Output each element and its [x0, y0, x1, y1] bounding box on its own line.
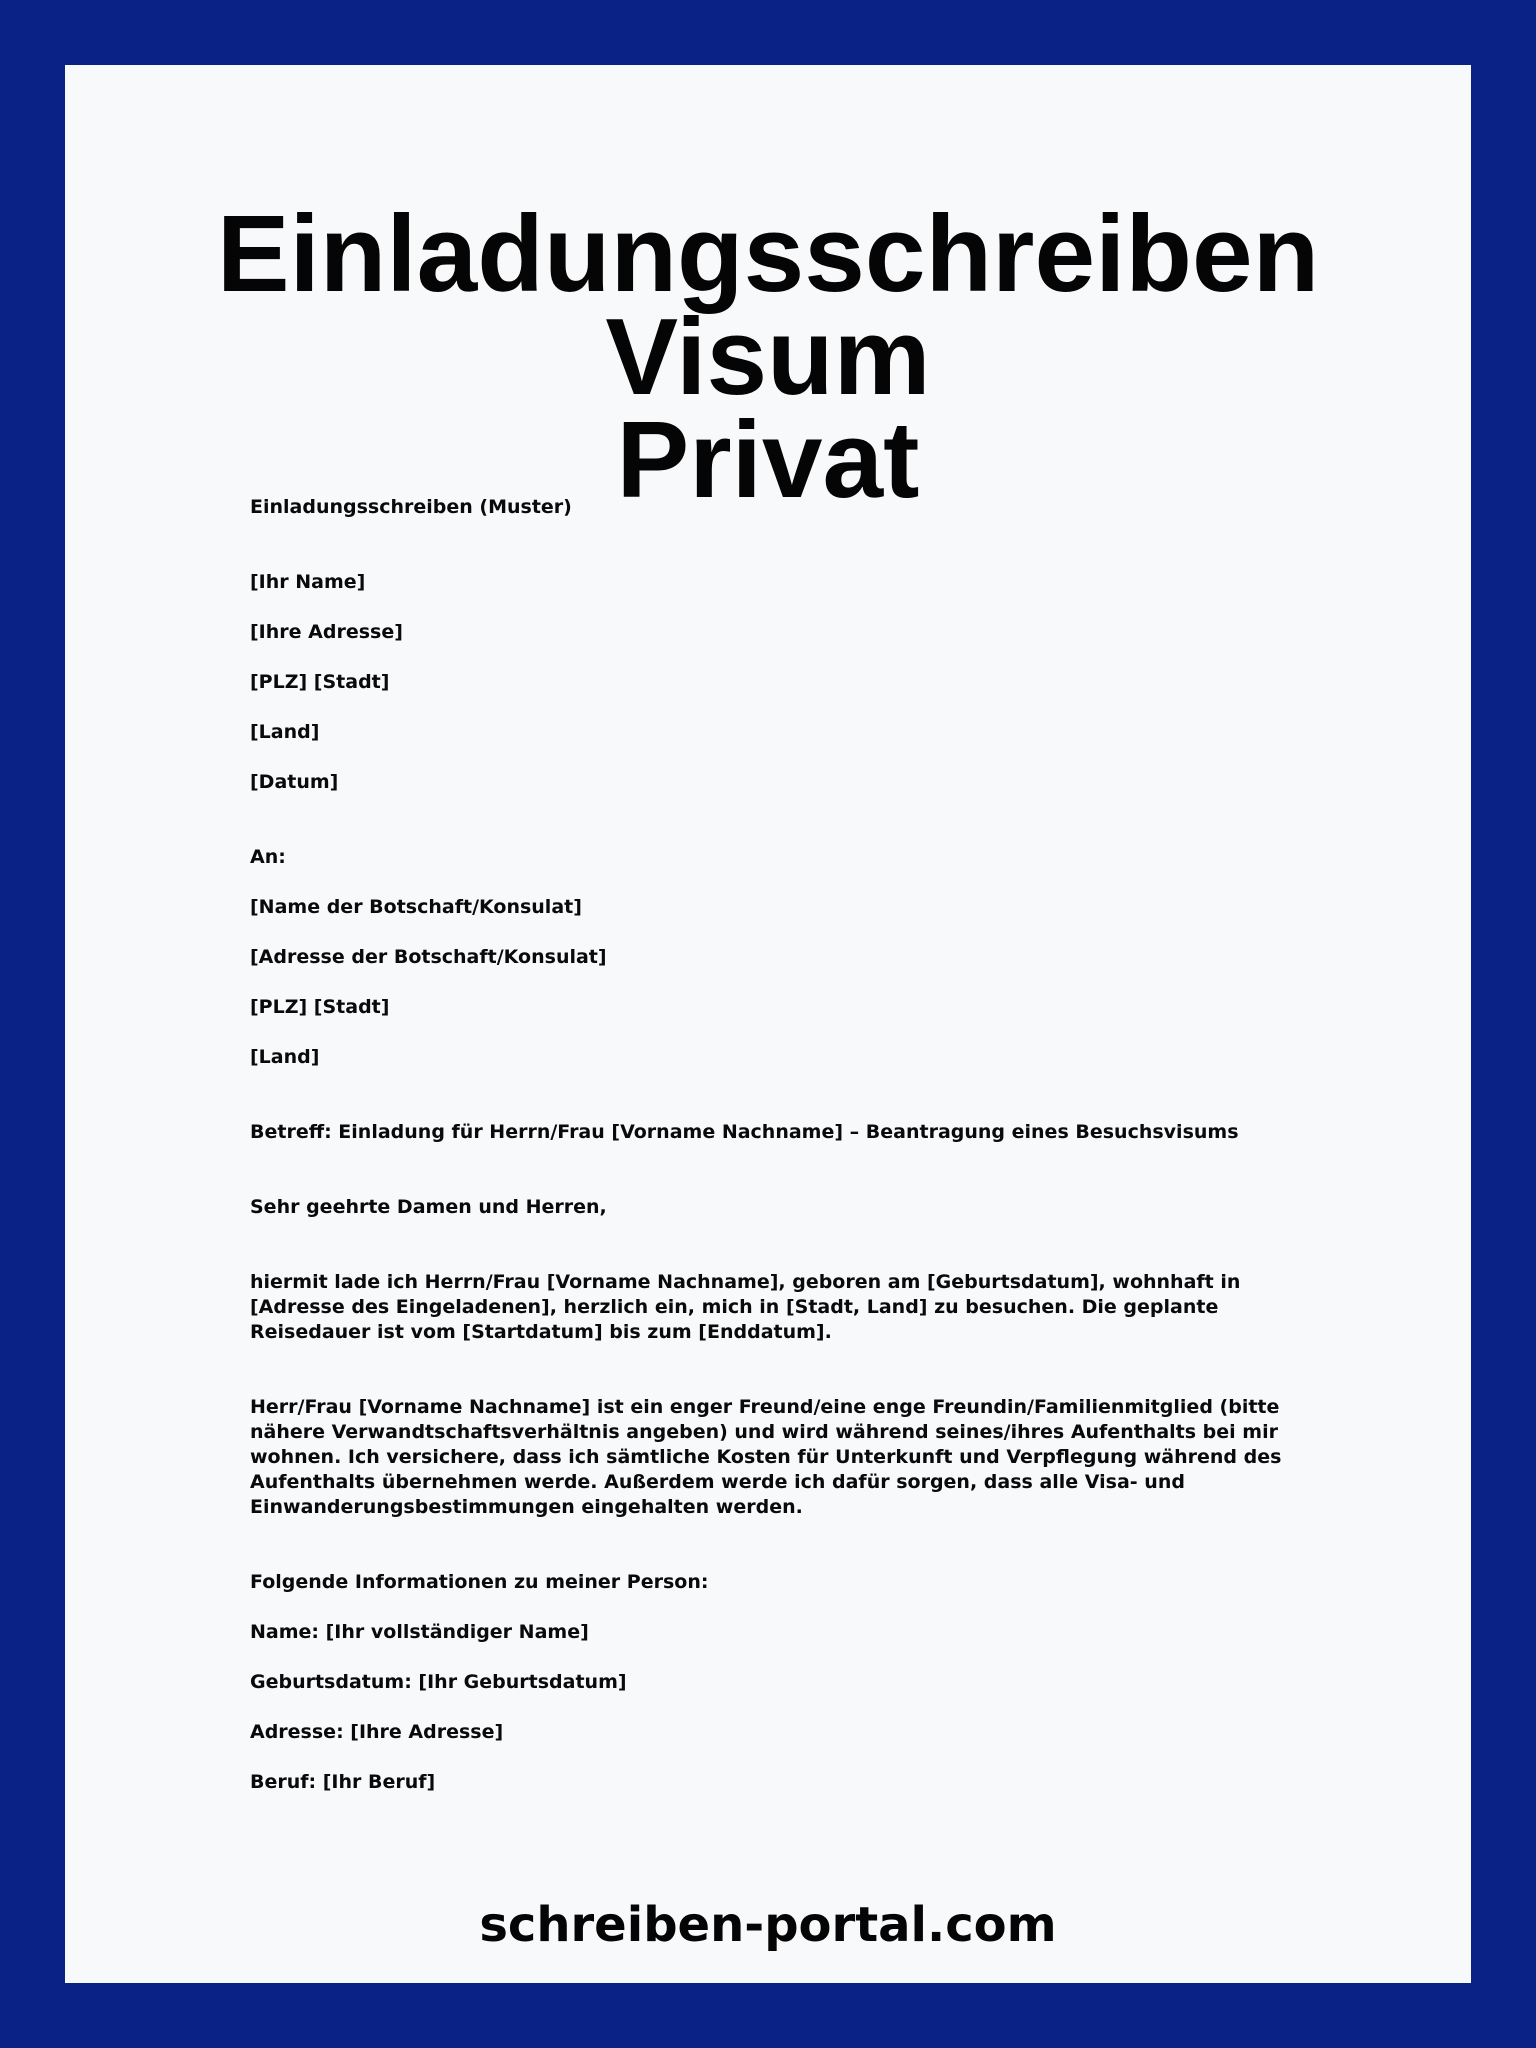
- recipient-city: [PLZ] [Stadt]: [250, 996, 390, 1018]
- sender-city: [PLZ] [Stadt]: [250, 671, 390, 693]
- sender-address: [Ihre Adresse]: [250, 621, 403, 643]
- page-title-line-2: Privat: [616, 399, 920, 521]
- page-title-line-1: Einladungsschreiben Visum: [216, 193, 1320, 418]
- info-address: Adresse: [Ihre Adresse]: [250, 1721, 504, 1743]
- recipient-label: An:: [250, 846, 286, 868]
- recipient-name: [Name der Botschaft/Konsulat]: [250, 896, 582, 918]
- letter-subject: Betreff: Einladung für Herrn/Frau [Vorname Nachname] – Beantragung eines Besuchsvisums: [250, 1121, 1239, 1143]
- recipient-country: [Land]: [250, 1046, 320, 1068]
- letter-paragraph-1: hiermit lade ich Herrn/Frau [Vorname Nachname], geboren am [Geburtsdatum], wohnhaft in [Adresse des Eingeladenen], herzlich ein, mich in [Stadt, Land] zu besuchen. Die geplante Reisedauer ist vom [Startdatum] bis zum [Enddatum].: [250, 1271, 1241, 1343]
- letter-paragraph-2: Herr/Frau [Vorname Nachname] ist ein enger Freund/eine enge Freundin/Familienmitglied (bitte nähere Verwandtschaftsverhältnis angeben) und wird während seines/ihres Aufenthalts bei mir wohnen. Ich versichere, dass ich sämtliche Kosten für Unterkunft und Verpflegung während des Aufenthalts übernehmen werde. Außerdem werde ich dafür sorgen, dass alle Visa- und Einwanderungsbestimmungen eingehalten werden.: [250, 1396, 1282, 1518]
- site-footer: schreiben-portal.com: [479, 1897, 1057, 1953]
- recipient-address: [Adresse der Botschaft/Konsulat]: [250, 946, 607, 968]
- sender-name: [Ihr Name]: [250, 571, 366, 593]
- sender-country: [Land]: [250, 721, 320, 743]
- info-name: Name: [Ihr vollständiger Name]: [250, 1621, 589, 1643]
- info-intro: Folgende Informationen zu meiner Person:: [250, 1571, 709, 1593]
- letter-salutation: Sehr geehrte Damen und Herren,: [250, 1196, 607, 1218]
- letter-heading: Einladungsschreiben (Muster): [250, 496, 572, 518]
- document-page: [65, 65, 1471, 1983]
- page-title: [65, 193, 1471, 521]
- info-birthdate: Geburtsdatum: [Ihr Geburtsdatum]: [250, 1671, 627, 1693]
- letter-date: [Datum]: [250, 771, 339, 793]
- info-job: Beruf: [Ihr Beruf]: [250, 1771, 436, 1793]
